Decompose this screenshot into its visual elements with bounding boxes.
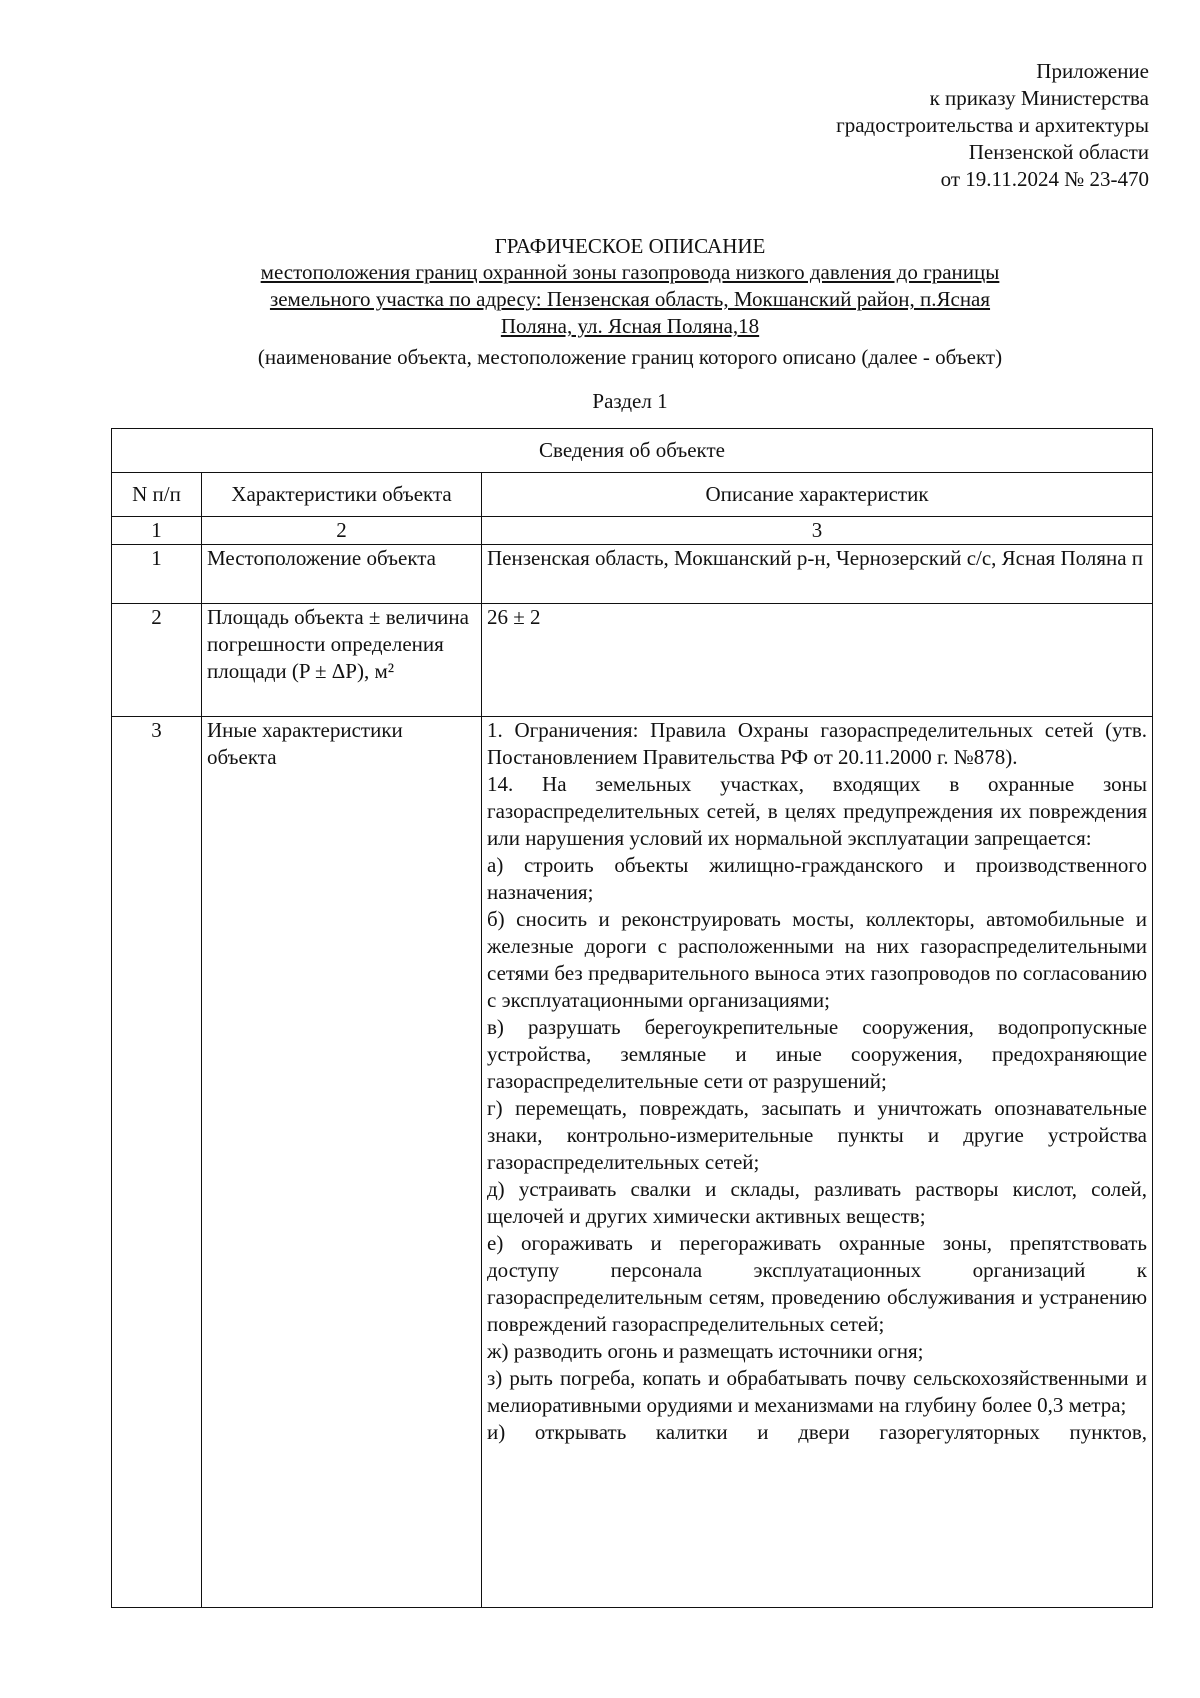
row-number: 2 <box>112 604 202 717</box>
index-cell: 3 <box>482 517 1153 545</box>
description-paragraph: ж) разводить огонь и размещать источники огня; <box>487 1339 924 1363</box>
description-paragraph: 14. На земельных участках, входящих в охранные зоны газораспределительных сетей, в целях предупреждения их повреждения или нарушения условий их нормальной эксплуатации запрещается: <box>487 772 1148 850</box>
row-description: 26 ± 2 <box>482 604 1153 717</box>
row-number: 1 <box>112 545 202 604</box>
header-number: N п/п <box>112 473 202 517</box>
table-row <box>112 717 1153 1608</box>
table-header-row <box>112 473 1153 517</box>
description-paragraph: а) строить объекты жилищно-гражданского и производственного назначения; <box>487 853 1148 904</box>
row-characteristic: Иные характеристики объекта <box>202 717 482 1608</box>
row-characteristic: Местоположение объекта <box>202 545 482 604</box>
table-caption: Сведения об объекте <box>112 429 1153 473</box>
appendix-line: от 19.11.2024 № 23-470 <box>940 167 1149 191</box>
appendix-line: Пензенской области <box>968 140 1149 164</box>
description-paragraph: в) разрушать берегоукрепительные сооружения, водопропускные устройства, земляные и иные сооружения, предохраняющие газораспределительные сети от разрушений; <box>487 1015 1148 1093</box>
title-note: (наименование объекта, местоположение границ которого описано (далее - объект) <box>257 345 1003 369</box>
document-subtitle-line: местоположения границ охранной зоны газопровода низкого давления до границы <box>260 260 1000 284</box>
section-label: Раздел 1 <box>592 389 668 413</box>
document-subtitle-line: Поляна, ул. Ясная Поляна,18 <box>500 314 760 338</box>
header-characteristics: Характеристики объекта <box>202 473 482 517</box>
document-title: ГРАФИЧЕСКОЕ ОПИСАНИЕ <box>494 234 766 258</box>
index-cell: 2 <box>202 517 482 545</box>
table-index-row <box>112 517 1153 545</box>
description-paragraph: з) рыть погреба, копать и обрабатывать почву сельскохозяйственными и мелиоративными орудиями и механизмами на глубину более 0,3 метра; <box>487 1366 1148 1417</box>
document-title-block <box>110 233 1150 370</box>
description-paragraph: 1. Ограничения: Правила Охраны газораспределительных сетей (утв. Постановлением Правительства РФ от 20.11.2000 г. №878). <box>487 718 1148 769</box>
object-info-table <box>111 428 1153 1608</box>
row-description <box>482 717 1153 1608</box>
description-paragraph: д) устраивать свалки и склады, разливать растворы кислот, солей, щелочей и других химически активных веществ; <box>487 1177 1148 1228</box>
appendix-block <box>836 58 1149 193</box>
table-row <box>112 545 1153 604</box>
row-characteristic: Площадь объекта ± величина погрешности определения площади (P ± ΔP), м² <box>202 604 482 717</box>
row-number: 3 <box>112 717 202 1608</box>
description-paragraph: е) огораживать и перегораживать охранные зоны, препятствовать доступу персонала эксплуатационных организаций к газораспределительным сетям, проведению обслуживания и устранению повреждений газораспределительных сетей; <box>487 1231 1148 1336</box>
appendix-line: градостроительства и архитектуры <box>836 113 1149 137</box>
index-cell: 1 <box>112 517 202 545</box>
row-description: Пензенская область, Мокшанский р-н, Чернозерский с/с, Ясная Поляна п <box>482 545 1153 604</box>
appendix-line: Приложение <box>1036 59 1149 83</box>
description-paragraph: и) открывать калитки и двери газорегуляторных пунктов, <box>487 1420 1148 1444</box>
table-caption-row <box>112 429 1153 473</box>
appendix-line: к приказу Министерства <box>929 86 1149 110</box>
header-description: Описание характеристик <box>482 473 1153 517</box>
description-paragraph: б) сносить и реконструировать мосты, коллекторы, автомобильные и железные дороги с расположенными на них газораспределительными сетями без предварительного выноса этих газопроводов по согласованию с эксплуатационными организациями; <box>487 907 1148 1012</box>
table-row <box>112 604 1153 717</box>
document-subtitle-line: земельного участка по адресу: Пензенская область, Мокшанский район, п.Ясная <box>269 287 991 311</box>
description-paragraph: г) перемещать, повреждать, засыпать и уничтожать опознавательные знаки, контрольно-измерительные пункты и другие устройства газораспределительных сетей; <box>487 1096 1148 1174</box>
